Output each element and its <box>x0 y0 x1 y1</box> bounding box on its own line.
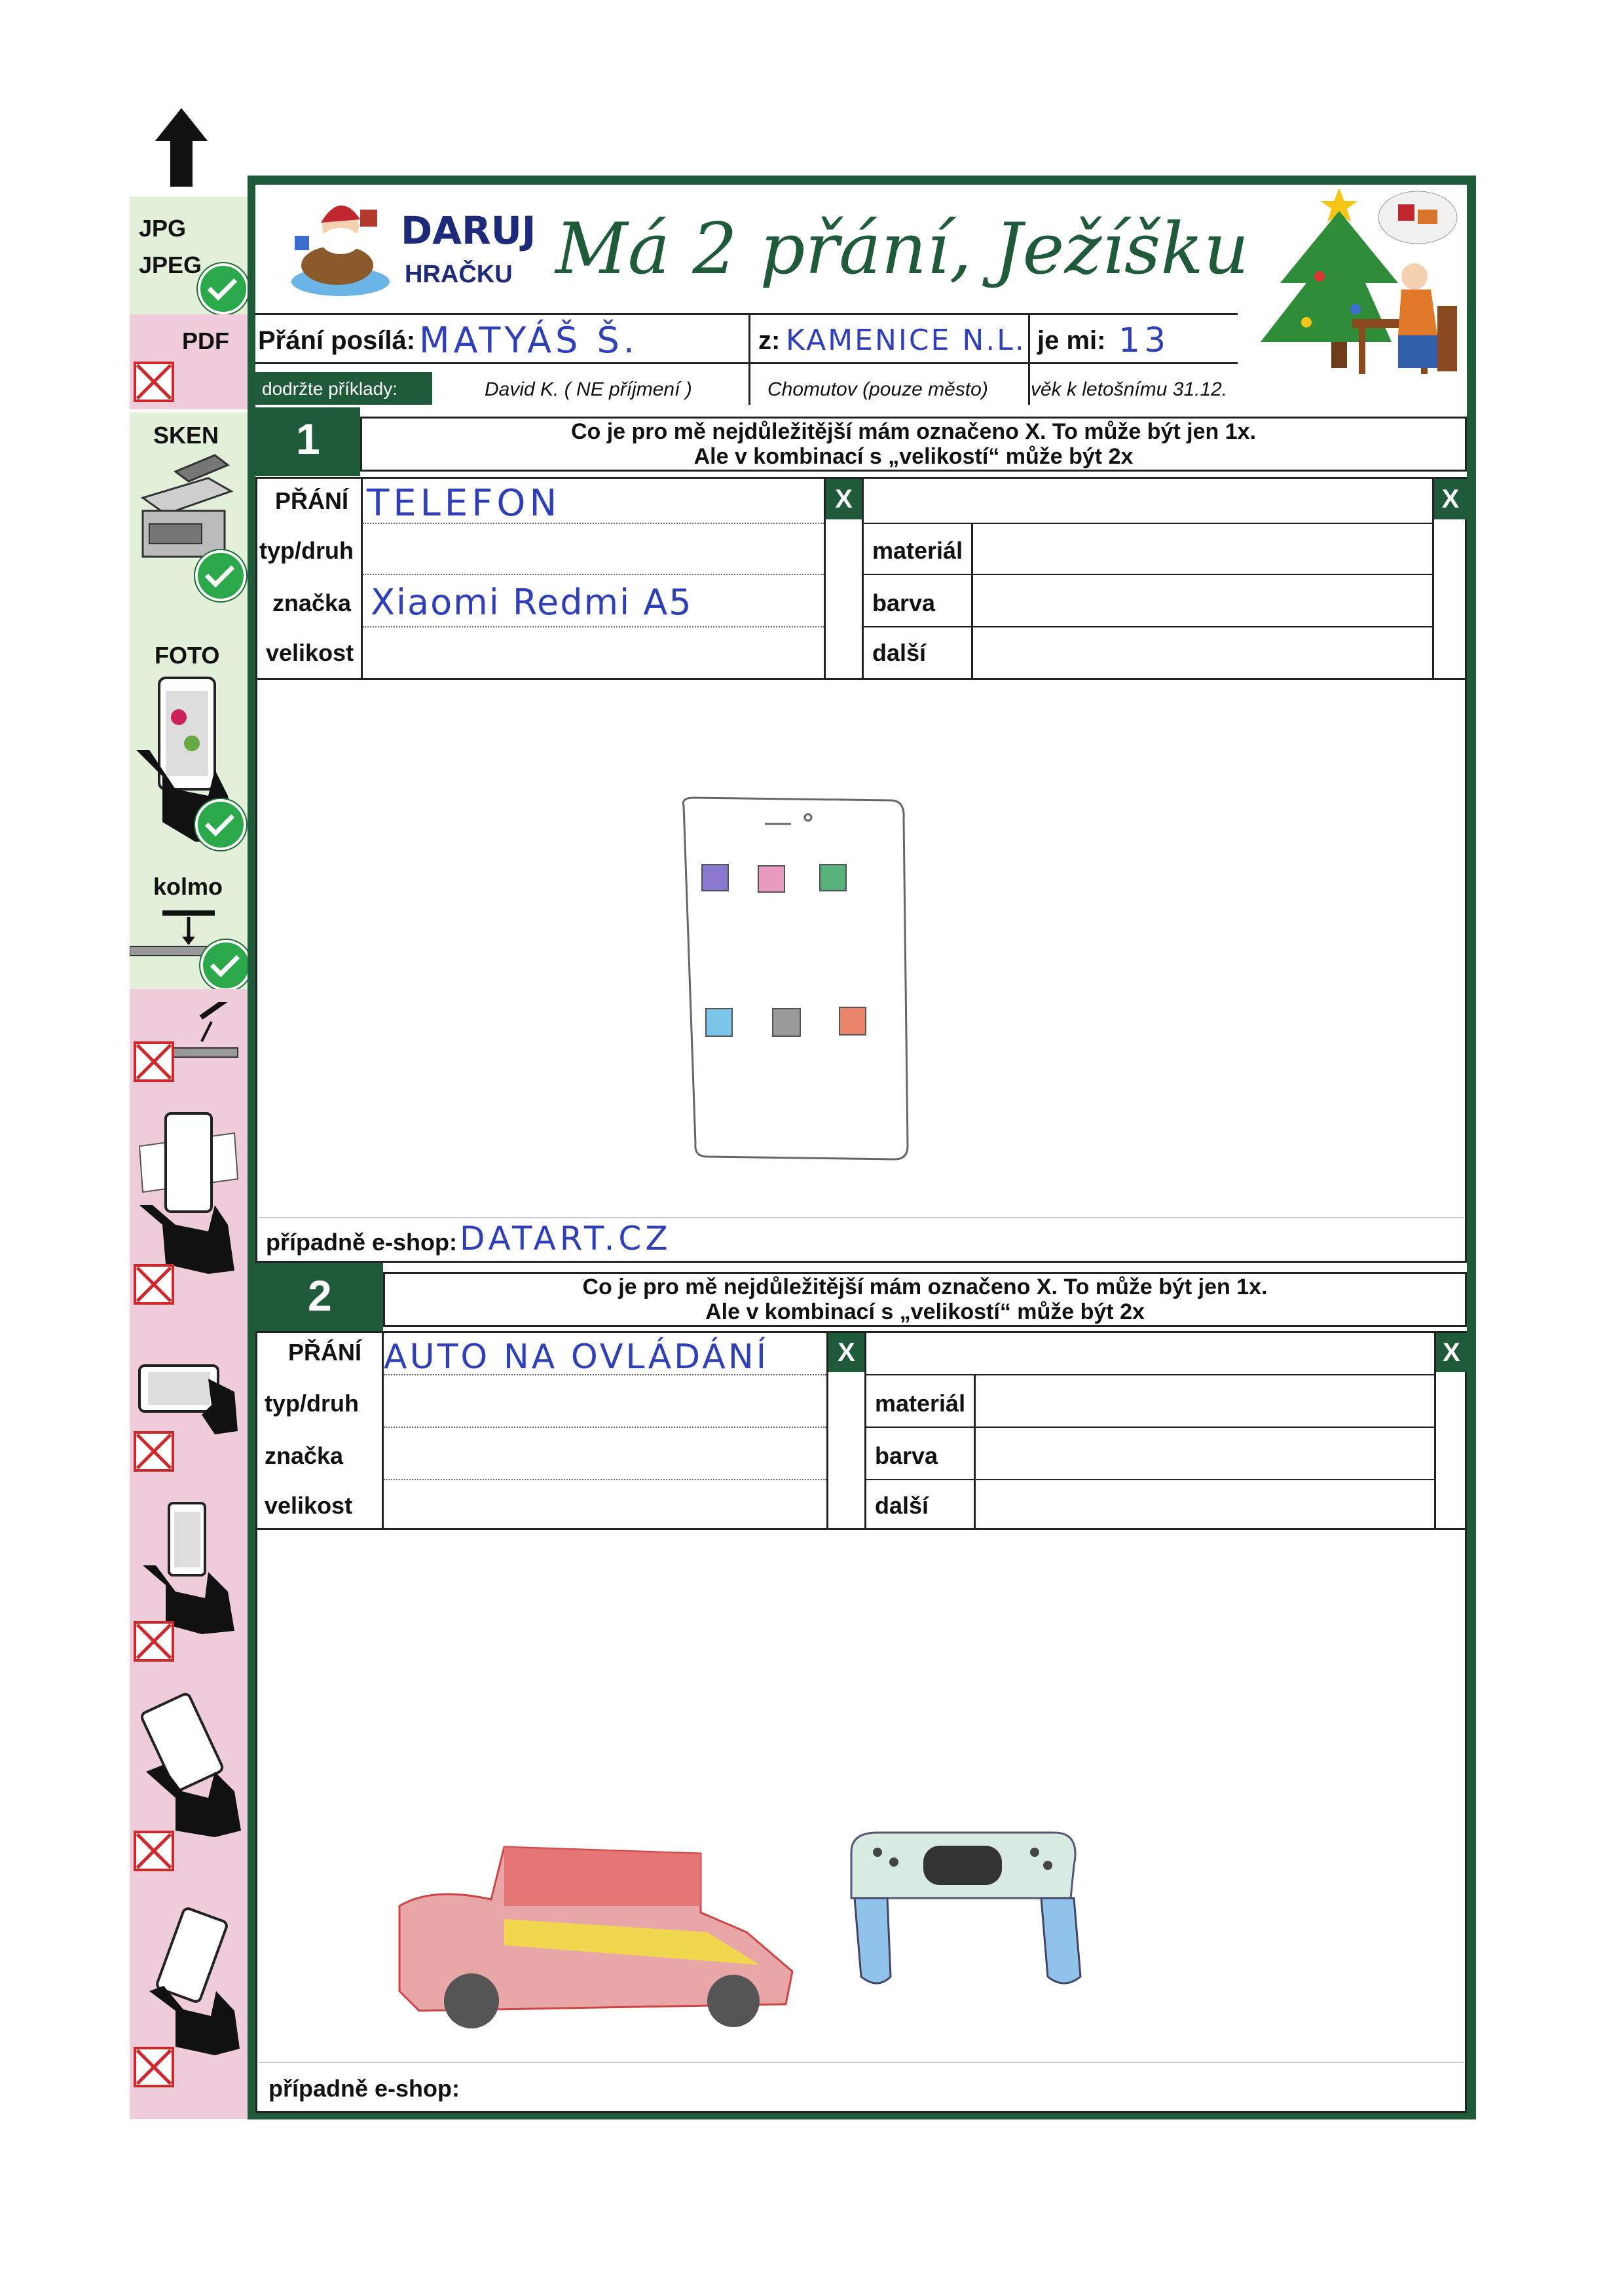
cross-icon <box>134 362 174 402</box>
wish2-prani-value: AUTO NA OVLÁDÁNÍ <box>384 1337 769 1377</box>
wish1-eshop-label: případně e-shop: <box>266 1229 458 1256</box>
wish1-row-line <box>363 626 824 627</box>
wish1-row-line <box>864 523 1432 524</box>
wish1-label-material: materiál <box>872 537 963 564</box>
from-label: z: <box>758 326 781 355</box>
landscape-phone-icon <box>136 1353 241 1438</box>
cross-icon <box>134 1041 174 1082</box>
wish2-label-znacka: značka <box>265 1442 344 1469</box>
examples-label: dodržte příklady: <box>262 379 397 399</box>
wish2-col-line <box>864 1331 866 1530</box>
sidebar-sken <box>130 413 248 629</box>
sidebar-angled <box>130 989 248 1094</box>
age-value: 13 <box>1118 321 1170 360</box>
cross-icon <box>134 1264 174 1305</box>
wish1-znacka-value: Xiaomi Redmi A5 <box>371 582 693 623</box>
wish1-label-znacka: značka <box>272 589 352 616</box>
christmas-tree-icon <box>1241 185 1464 401</box>
sidebar-rotated-photo-2 <box>130 1880 248 2119</box>
example-city: Chomutov (pouze město) <box>767 379 988 400</box>
divider <box>748 313 750 405</box>
wish1-x-left[interactable]: X <box>826 479 862 519</box>
sidebar-far-photo <box>130 1480 248 1673</box>
wish1-instruction-2: Ale v kombinací s „velikostí“ může být 2x <box>693 444 1134 469</box>
wish2-label-dalsi: další <box>875 1492 929 1519</box>
wish2-row-line <box>866 1427 1434 1428</box>
wish1-row-line <box>864 626 1432 627</box>
sidebar-foto <box>130 629 248 855</box>
cross-icon <box>134 1831 174 1871</box>
cross-icon <box>134 1621 174 1662</box>
wish1-label-typ: typ/druh <box>259 537 354 564</box>
wish2-label-prani: PŘÁNÍ <box>288 1339 362 1366</box>
jpeg-label: JPEG <box>139 252 202 278</box>
sender-label: Přání posílá: <box>258 326 416 355</box>
wish1-x-right[interactable]: X <box>1434 479 1467 519</box>
kolmo-label: kolmo <box>153 873 223 900</box>
wish2-instruction-2: Ale v kombinací s „velikostí“ může být 2x <box>705 1299 1145 1324</box>
wish1-eshop-line <box>258 1217 1464 1218</box>
logo-hracku: HRAČKU <box>405 261 513 288</box>
car-drawing <box>393 1834 799 2030</box>
check-icon <box>195 799 246 850</box>
wish1-instruction-1: Co je pro mě nejdůležitější mám označeno X. To může být jen 1x. <box>570 419 1257 444</box>
wish2-label-material: materiál <box>875 1390 966 1417</box>
wish2-row-line <box>866 1479 1434 1480</box>
wish1-label-prani: PŘÁNÍ <box>275 487 349 514</box>
wish1-label-velikost: velikost <box>266 639 354 666</box>
wish1-prani-value: TELEFON <box>367 482 561 525</box>
wish1-label-barva: barva <box>872 589 936 616</box>
wish1-number: 1 <box>296 415 320 463</box>
sidebar-rotated-photo <box>130 1673 248 1880</box>
wish2-label-velikost: velikost <box>265 1492 353 1519</box>
wish2-row-line <box>866 1374 1434 1375</box>
wish2-number: 2 <box>308 1271 332 1320</box>
sidebar-jpg <box>130 196 248 314</box>
sidebar-tilted-photo <box>130 1094 248 1333</box>
pdf-label: PDF <box>182 327 229 354</box>
jpg-label: JPG <box>139 215 187 242</box>
santa-logo-icon <box>282 190 399 301</box>
wish2-label-typ: typ/druh <box>265 1390 359 1417</box>
from-value: KAMENICE N.L. <box>786 324 1026 357</box>
far-phone-icon <box>136 1500 241 1637</box>
sender-value: MATYÁŠ Š. <box>419 320 638 361</box>
cross-icon <box>134 2047 174 2087</box>
controller-drawing <box>838 1826 1087 1996</box>
wish2-eshop-label: případně e-shop: <box>268 2075 460 2102</box>
logo-daruj: DARUJ <box>401 208 536 253</box>
sidebar-pdf <box>130 314 248 409</box>
scanner-icon <box>136 452 234 563</box>
sidebar-landscape-photo <box>130 1333 248 1480</box>
wish1-row-line <box>864 574 1432 575</box>
sidebar-kolmo <box>130 855 248 989</box>
wish1-row-line <box>363 574 824 575</box>
wish2-row-line <box>384 1479 826 1480</box>
check-icon <box>195 550 246 601</box>
up-arrow-icon <box>152 105 211 190</box>
divider <box>1028 313 1030 405</box>
wish2-label-barva: barva <box>875 1442 938 1469</box>
wish2-col-line <box>974 1375 976 1530</box>
cross-icon <box>134 1431 174 1472</box>
wish2-x-left[interactable]: X <box>828 1333 864 1372</box>
wish1-col-line <box>862 477 864 680</box>
wish1-col-line <box>971 524 973 680</box>
wish1-col-line <box>361 477 363 680</box>
angled-camera-icon <box>169 1002 241 1068</box>
foto-label: FOTO <box>155 642 220 669</box>
sken-label: SKEN <box>153 422 219 449</box>
wish2-eshop-line <box>258 2062 1464 2063</box>
check-icon <box>200 940 251 991</box>
rotated-phone-icon <box>143 1899 241 2057</box>
example-age: věk k letošnímu 31.12. <box>1031 379 1228 400</box>
rotated-phone-icon <box>136 1687 241 1837</box>
example-name: David K. ( NE příjmení ) <box>485 379 692 400</box>
wish1-eshop-value: DATART.CZ <box>460 1220 672 1258</box>
wish2-row-line <box>384 1427 826 1428</box>
age-label: je mi: <box>1037 326 1106 355</box>
wish2-instruction-1: Co je pro mě nejdůležitější mám označeno X. To může být jen 1x. <box>582 1275 1268 1299</box>
check-icon <box>198 263 249 314</box>
tilted-phone-icon <box>136 1107 241 1277</box>
phone-drawing <box>674 793 923 1172</box>
wish2-x-right[interactable]: X <box>1436 1333 1467 1372</box>
wish1-label-dalsi: další <box>872 639 927 666</box>
page-title: Má 2 přání, Ježíšku <box>555 208 1249 290</box>
